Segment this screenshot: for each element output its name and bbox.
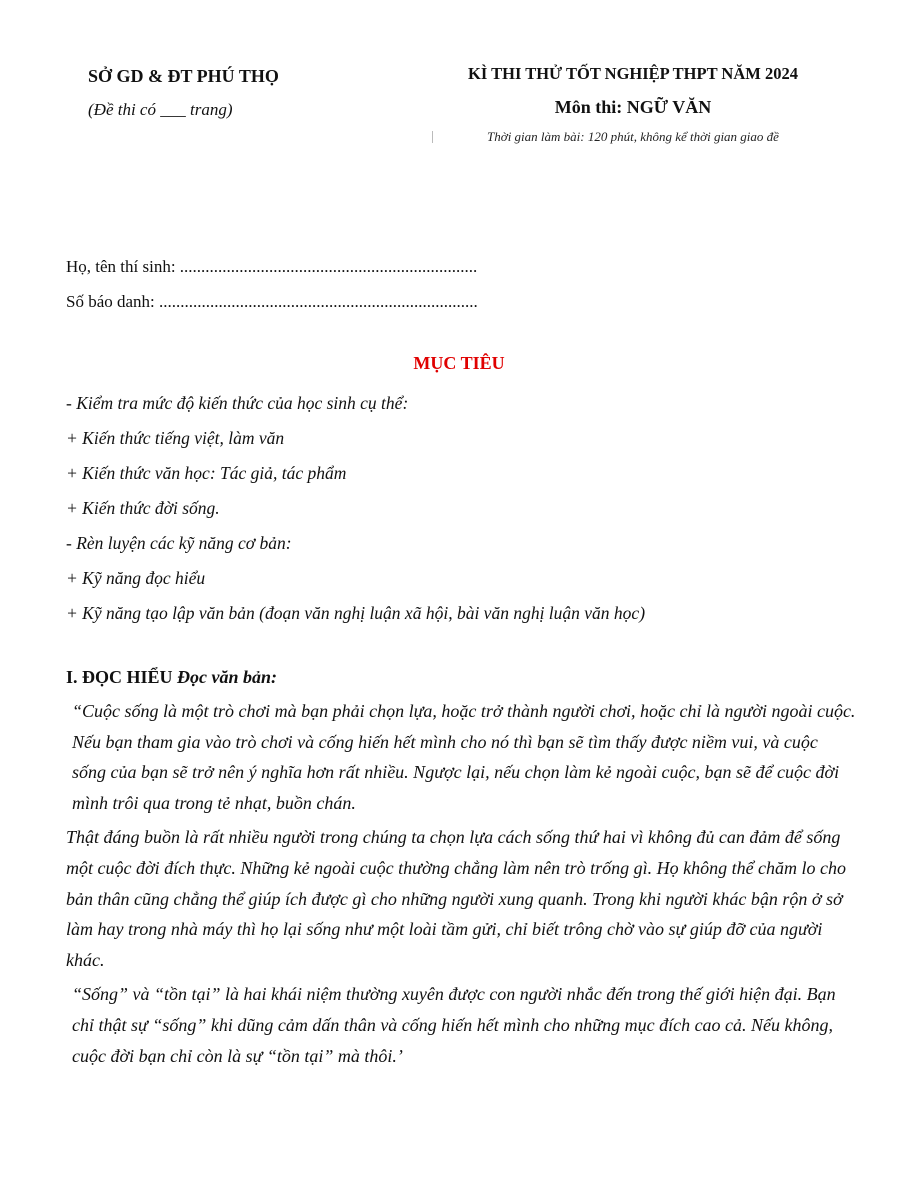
- header-left: [88, 64, 348, 122]
- objective-item: + Kiến thức văn học: Tác giả, tác phẩm: [66, 463, 347, 483]
- candidate-id-line: Số báo danh: ...........................................................................: [66, 292, 478, 311]
- exam-title: KÌ THI THỬ TỐT NGHIỆP THPT NĂM 2024: [468, 64, 798, 83]
- candidate-name-line: Họ, tên thí sinh: ......................................................................: [66, 257, 478, 276]
- objectives-title: MỤC TIÊU: [413, 353, 505, 373]
- objective-item: + Kiến thức tiếng việt, làm văn: [66, 428, 285, 448]
- time-note-text: Thời gian làm bài: 120 phút, không kể thời gian giao đề: [487, 129, 779, 144]
- department-name: SỞ GD & ĐT PHÚ THỌ: [88, 66, 279, 86]
- objective-item: - Kiểm tra mức độ kiến thức của học sinh cụ thể:: [66, 393, 409, 413]
- objective-item: + Kỹ năng tạo lập văn bản (đoạn văn nghị luận xã hội, bài văn nghị luận văn học): [66, 603, 646, 623]
- margin-mark: [432, 131, 433, 143]
- time-note: [438, 128, 828, 146]
- candidate-info: [66, 249, 478, 319]
- objective-item: - Rèn luyện các kỹ năng cơ bản:: [66, 533, 292, 553]
- passage-paragraph: “Cuộc sống là một trò chơi mà bạn phải chọn lựa, hoặc trở thành người chơi, hoặc chỉ là người ngoài cuộc. Nếu bạn tham gia vào trò chơi và cống hiến hết mình cho nó thì bạn sẽ tìm thấy được niềm vui, và cuộc sống của bạn sẽ trở nên ý nghĩa hơn rất nhiều. Ngược lại, nếu chọn làm kẻ ngoài cuộc, bạn sẽ để cuộc đời mình trôi qua trong tẻ nhạt, buồn chán.: [72, 701, 856, 813]
- passage-paragraph: “Sống” và “tồn tại” là hai khái niệm thường xuyên được con người nhắc đến trong thế giới hiện đại. Bạn chỉ thật sự “sống” khi dũng cảm dấn thân và cống hiến hết mình cho những mục đích cao cả. Nếu không, cuộc đời bạn chỉ còn là sự “tồn tại” mà thôi.’: [72, 984, 836, 1066]
- section-title: I. ĐỌC HIỂU: [66, 667, 173, 687]
- passage-paragraph: Thật đáng buồn là rất nhiều người trong chúng ta chọn lựa cách sống thứ hai vì không đủ can đảm để sống một cuộc đời đích thực. Những kẻ ngoài cuộc thường chẳng làm nên trò trống gì. Họ không thể chăm lo cho bản thân cũng chẳng thể giúp ích được gì cho những người xung quanh. Trong khi người khác bận rộn ở sở làm hay trong nhà máy thì họ lại sống như một loài tầm gửi, chỉ biết trông chờ vào sự giúp đỡ của người khác.: [66, 827, 847, 970]
- objectives-list: [66, 386, 866, 631]
- page-count-note: (Đề thi có ___ trang): [88, 100, 233, 119]
- exam-subject: Môn thi: NGỮ VĂN: [554, 97, 712, 117]
- objective-item: + Kỹ năng đọc hiểu: [66, 568, 206, 588]
- reading-passage: [66, 696, 856, 1075]
- objective-item: + Kiến thức đời sống.: [66, 498, 220, 518]
- header-right: [438, 62, 828, 146]
- section-subtitle: Đọc văn bản:: [177, 667, 278, 687]
- section-heading: [66, 664, 277, 690]
